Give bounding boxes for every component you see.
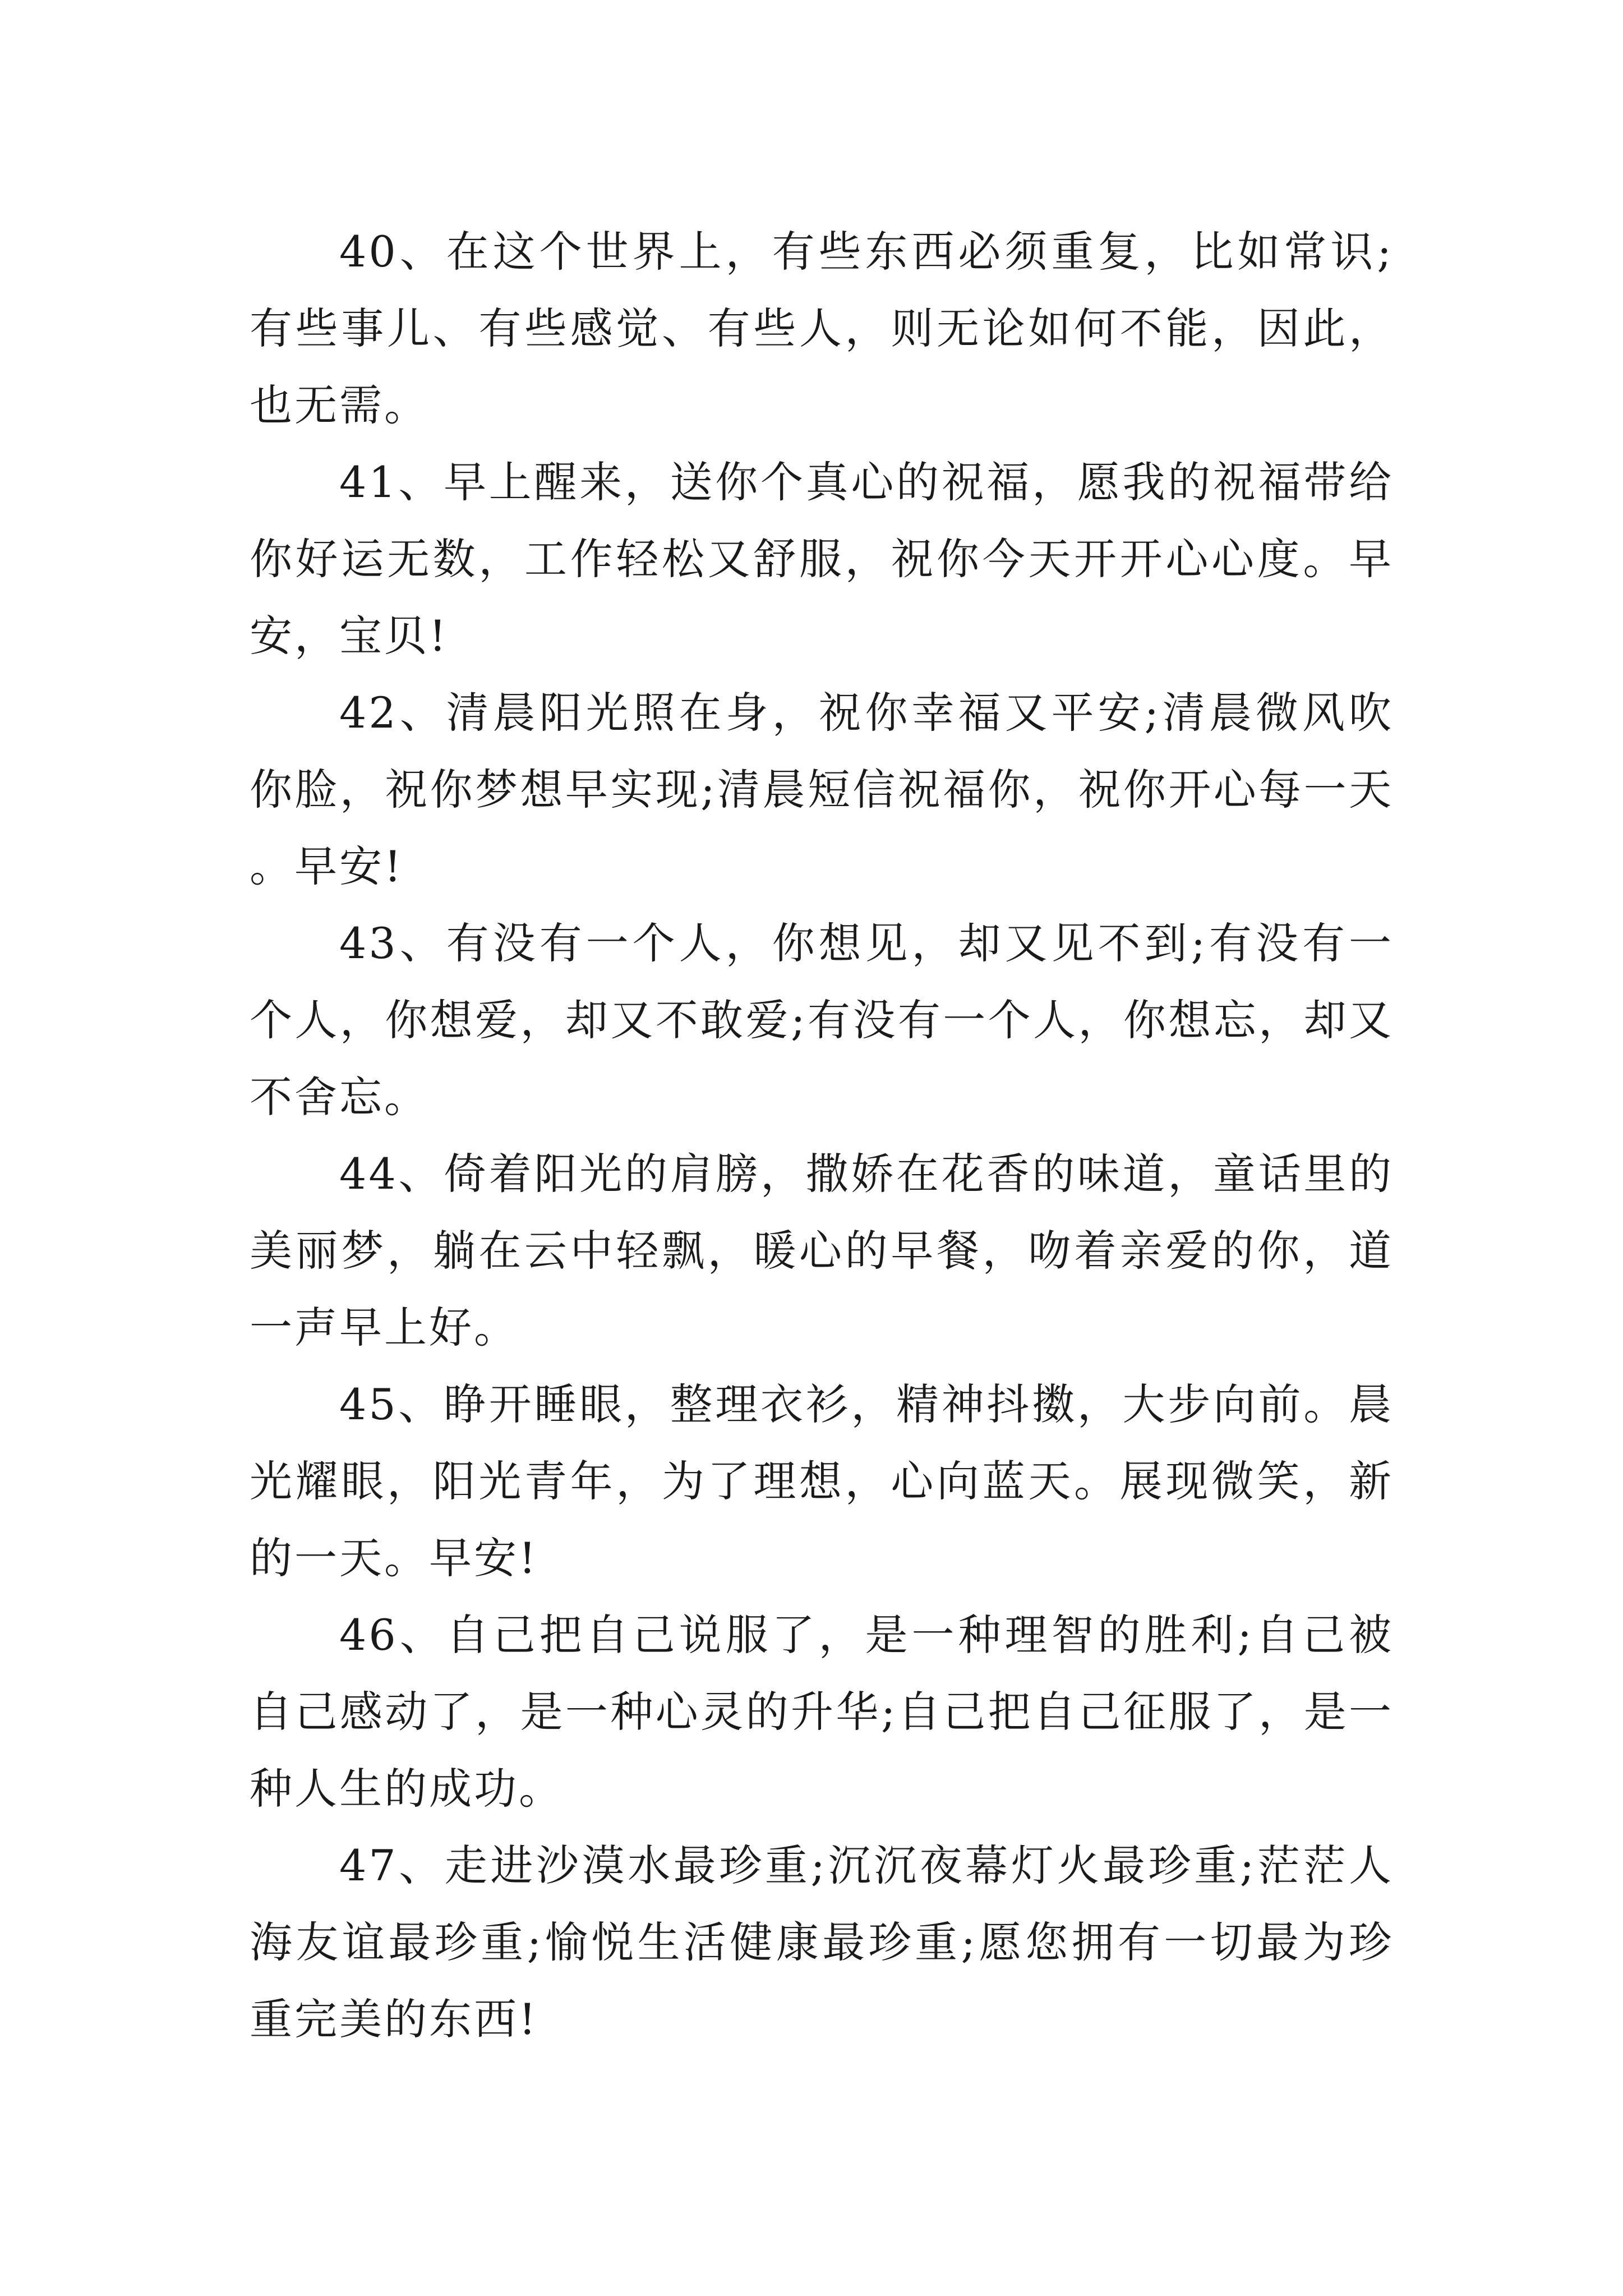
paragraph-45: 45、睁开睡眼，整理衣衫，精神抖擞，大步向前。晨光耀眼，阳光青年，为了理想，心向蓝天。展现微笑，新的一天。早安! (250, 1379, 1394, 1583)
paragraph-40: 40、在这个世界上，有些东西必须重复，比如常识;有些事儿、有些感觉、有些人，则无论如何不能，因此，也无需。 (250, 227, 1394, 430)
document-body (250, 213, 1394, 2058)
paragraph-44: 44、倚着阳光的肩膀，撒娇在花香的味道，童话里的美丽梦，躺在云中轻飘，暖心的早餐，吻着亲爱的你，道一声早上好。 (250, 1149, 1394, 1352)
paragraph-41: 41、早上醒来，送你个真心的祝福，愿我的祝福带给你好运无数，工作轻松又舒服，祝你今天开开心心度。早安，宝贝! (250, 457, 1394, 661)
paragraph-42: 42、清晨阳光照在身，祝你幸福又平安;清晨微风吹你脸，祝你梦想早实现;清晨短信祝福你，祝你开心每一天。早安! (250, 688, 1394, 891)
paragraph-43: 43、有没有一个人，你想见，却又见不到;有没有一个人，你想爱，却又不敢爱;有没有一个人，你想忘，却又不舍忘。 (250, 918, 1394, 1122)
paragraph-46: 46、自己把自己说服了，是一种理智的胜利;自己被自己感动了，是一种心灵的升华;自己把自己征服了，是一种人生的成功。 (250, 1610, 1394, 1814)
paragraph-47: 47、走进沙漠水最珍重;沉沉夜幕灯火最珍重;茫茫人海友谊最珍重;愉悦生活健康最珍重;愿您拥有一切最为珍重完美的东西! (250, 1841, 1394, 2044)
